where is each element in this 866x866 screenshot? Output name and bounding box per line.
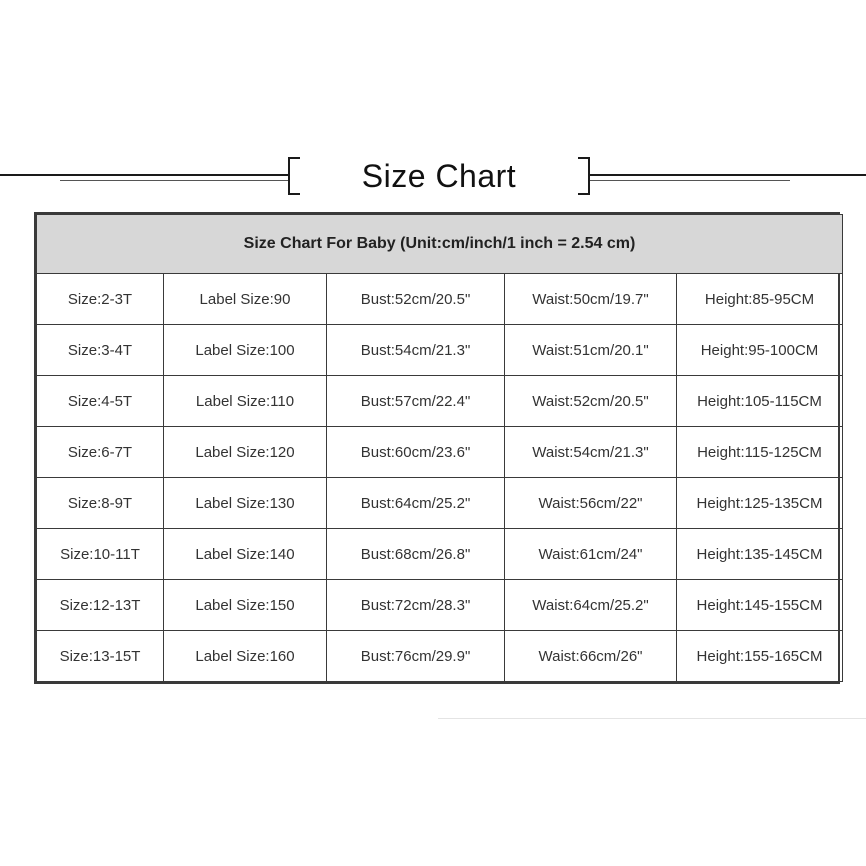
table-row (37, 376, 843, 427)
height-cell: Height:85-95CM (677, 274, 843, 325)
waist-cell: Waist:61cm/24" (505, 529, 677, 580)
bust-cell: Bust:57cm/22.4" (327, 376, 505, 427)
height-cell: Height:135-145CM (677, 529, 843, 580)
label-size-cell: Label Size:130 (164, 478, 327, 529)
height-cell: Height:115-125CM (677, 427, 843, 478)
size-cell: Size:13-15T (37, 631, 164, 682)
table-row (37, 631, 843, 682)
height-cell: Height:155-165CM (677, 631, 843, 682)
label-size-cell: Label Size:160 (164, 631, 327, 682)
label-size-cell: Label Size:150 (164, 580, 327, 631)
label-size-cell: Label Size:120 (164, 427, 327, 478)
height-cell: Height:145-155CM (677, 580, 843, 631)
table-row (37, 580, 843, 631)
size-cell: Size:12-13T (37, 580, 164, 631)
height-cell: Height:105-115CM (677, 376, 843, 427)
size-cell: Size:3-4T (37, 325, 164, 376)
title-rule-left (0, 174, 288, 176)
waist-cell: Waist:54cm/21.3" (505, 427, 677, 478)
table-row (37, 478, 843, 529)
label-size-cell: Label Size:110 (164, 376, 327, 427)
title-subrule-right (590, 180, 790, 181)
table-row (37, 274, 843, 325)
size-cell: Size:4-5T (37, 376, 164, 427)
waist-cell: Waist:50cm/19.7" (505, 274, 677, 325)
waist-cell: Waist:51cm/20.1" (505, 325, 677, 376)
divider (438, 718, 866, 719)
bust-cell: Bust:64cm/25.2" (327, 478, 505, 529)
waist-cell: Waist:56cm/22" (505, 478, 677, 529)
bust-cell: Bust:60cm/23.6" (327, 427, 505, 478)
waist-cell: Waist:64cm/25.2" (505, 580, 677, 631)
bust-cell: Bust:52cm/20.5" (327, 274, 505, 325)
size-cell: Size:6-7T (37, 427, 164, 478)
page-title: Size Chart (361, 157, 517, 194)
bust-cell: Bust:68cm/26.8" (327, 529, 505, 580)
size-cell: Size:8-9T (37, 478, 164, 529)
height-cell: Height:95-100CM (677, 325, 843, 376)
size-chart-table (34, 212, 840, 684)
title-rule-right (590, 174, 866, 176)
size-cell: Size:10-11T (37, 529, 164, 580)
bust-cell: Bust:76cm/29.9" (327, 631, 505, 682)
label-size-cell: Label Size:140 (164, 529, 327, 580)
label-size-cell: Label Size:100 (164, 325, 327, 376)
table-row (37, 529, 843, 580)
table-row (37, 427, 843, 478)
title-subrule-left (60, 180, 288, 181)
waist-cell: Waist:52cm/20.5" (505, 376, 677, 427)
size-cell: Size:2-3T (37, 274, 164, 325)
bust-cell: Bust:54cm/21.3" (327, 325, 505, 376)
height-cell: Height:125-135CM (677, 478, 843, 529)
table-header-row (37, 215, 843, 274)
label-size-cell: Label Size:90 (164, 274, 327, 325)
table-row (37, 325, 843, 376)
bust-cell: Bust:72cm/28.3" (327, 580, 505, 631)
waist-cell: Waist:66cm/26" (505, 631, 677, 682)
table-header: Size Chart For Baby (Unit:cm/inch/1 inch = 2.54 cm) (37, 215, 843, 274)
title-frame (288, 157, 590, 195)
